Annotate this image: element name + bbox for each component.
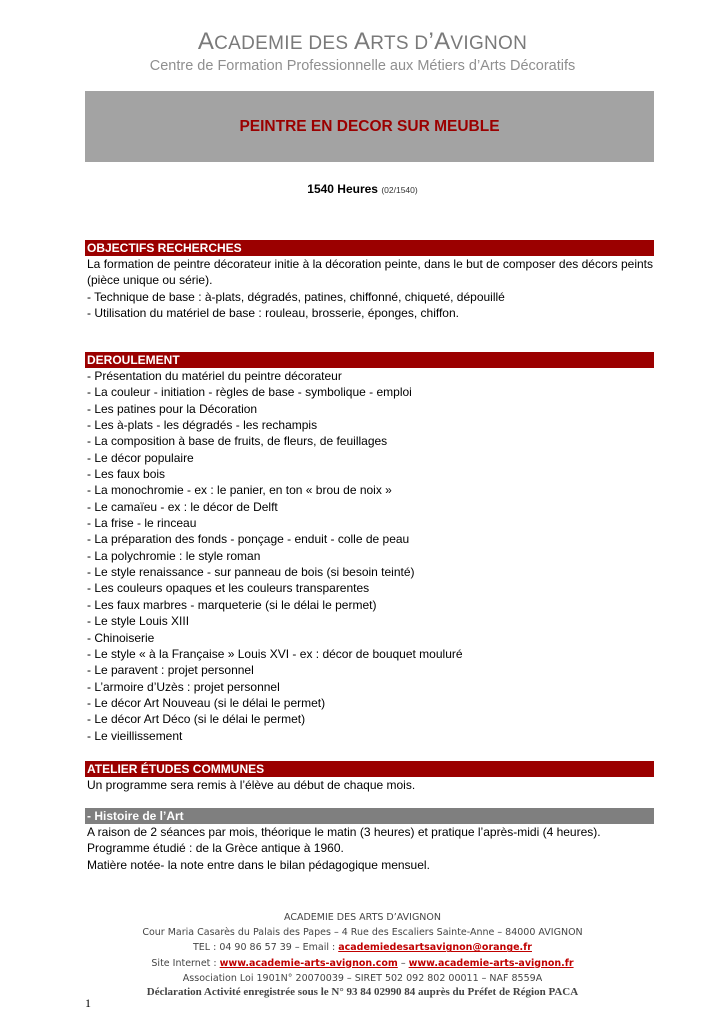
list-item: - Le décor Art Nouveau (si le délai le permet) [87,695,326,710]
list-item: - La frise - le rinceau [87,516,197,531]
course-hours [0,182,725,196]
page-number: 1 [85,996,91,1010]
footer-tel: TEL : 04 90 86 57 39 – Email : [192,942,339,954]
histoire-line: Matière notée- la note entre dans le bilan pédagogique mensuel. [87,857,430,872]
list-item: - Chinoiserie [87,630,155,645]
list-item: - Le style « à la Française » Louis XVI - ex : décor de bouquet mouluré [87,646,463,661]
title-part: RTS D [370,33,429,54]
list-item: - Technique de base : à-plats, dégradés, patines, chiffonné, chiqueté, dépouillé [87,289,505,304]
atelier-body [87,777,653,793]
list-item: - La préparation des fonds - ponçage - enduit - colle de peau [87,532,410,547]
list-item: - Utilisation du matériel de base : rouleau, brosserie, éponges, chiffon. [87,306,459,321]
email-link[interactable]: academiedesartsavignon@orange.fr [338,942,532,954]
organization-subtitle: Centre de Formation Professionnelle aux Métiers d’Arts Décoratifs [149,58,576,74]
list-item: - Le style Louis XIII [87,614,190,629]
page-footer [0,910,725,998]
deroulement-list [87,368,653,744]
site-label: Site Internet : [151,957,220,969]
footer-association: Association Loi 1901N° 20070039 – SIRET 502 092 802 00011 – NAF 8559A [182,972,543,984]
list-item: - Les à-plats - les dégradés - les rechampis [87,418,318,433]
list-item: - La composition à base de fruits, de fleurs, de feuillages [87,434,388,449]
title-part: ’A [428,28,451,55]
site-separator: – [397,957,409,969]
list-item: - Les faux bois [87,467,166,482]
histoire-body [87,824,653,873]
list-item: - Le vieillissement [87,728,183,743]
list-item: - Le décor Art Déco (si le délai le permet) [87,712,306,727]
list-item: - Le paravent : projet personnel [87,663,254,678]
list-item: - Les couleurs opaques et les couleurs transparentes [87,581,370,596]
hours-value: 1540 Heures [307,182,378,196]
list-item: - La polychromie : le style roman [87,548,261,563]
title-part: VIGNON [450,33,528,54]
section-header-histoire: - Histoire de l’Art [85,808,654,824]
title-part: A [197,28,215,55]
list-item: - Les faux marbres - marqueterie (si le délai le permet) [87,597,377,612]
section-header-atelier: ATELIER ÉTUDES COMMUNES [85,761,654,777]
objectifs-body [87,256,653,321]
list-item: - La monochromie - ex : le panier, en ton « brou de noix » [87,483,392,498]
section-header-deroulement: DEROULEMENT [85,352,654,368]
footer-contact [0,940,725,955]
footer-declaration: Déclaration Activité enregistrée sous le N° 93 84 02990 84 auprès du Préfet de Région PACA [146,986,579,999]
histoire-line: Programme étudié : de la Grèce antique à 1960. [87,841,344,856]
list-item: - Les patines pour la Décoration [87,401,258,416]
objectifs-paragraph: La formation de peintre décorateur initie à la décoration peinte, dans le but de composer des décors peints (pièce unique ou série). [87,257,653,288]
course-title: PEINTRE EN DECOR SUR MEUBLE [239,117,500,135]
histoire-line: A raison de 2 séances par mois, théorique le matin (3 heures) et pratique l’après-midi (4 heures). [87,825,601,839]
list-item: - La couleur - initiation - règles de base - symbolique - emploi [87,385,412,400]
footer-websites [0,956,725,971]
list-item: - L’armoire d’Uzès : projet personnel [87,679,280,694]
list-item: - Le camaïeu - ex : le décor de Delft [87,499,278,514]
atelier-text: Un programme sera remis à l’élève au début de chaque mois. [87,778,416,792]
title-part: A [353,28,371,55]
title-part: CADEMIE DES [214,33,354,54]
course-title-box [85,91,654,162]
website-link-com[interactable]: www.academie-arts-avignon.com [219,957,398,969]
list-item: - Le décor populaire [87,450,194,465]
footer-address: Cour Maria Casarès du Palais des Papes – 4 Rue des Escaliers Sainte-Anne – 84000 AVIGNON [142,927,583,939]
footer-org-name: ACADEMIE DES ARTS D’AVIGNON [283,912,441,923]
hours-code: (02/1540) [381,185,418,195]
list-item: - Le style renaissance - sur panneau de bois (si besoin teinté) [87,565,415,580]
section-header-objectifs: OBJECTIFS RECHERCHES [85,240,654,256]
organization-title [0,28,725,56]
website-link-fr[interactable]: www.academie-arts-avignon.fr [408,957,574,969]
list-item: - Présentation du matériel du peintre décorateur [87,369,342,383]
